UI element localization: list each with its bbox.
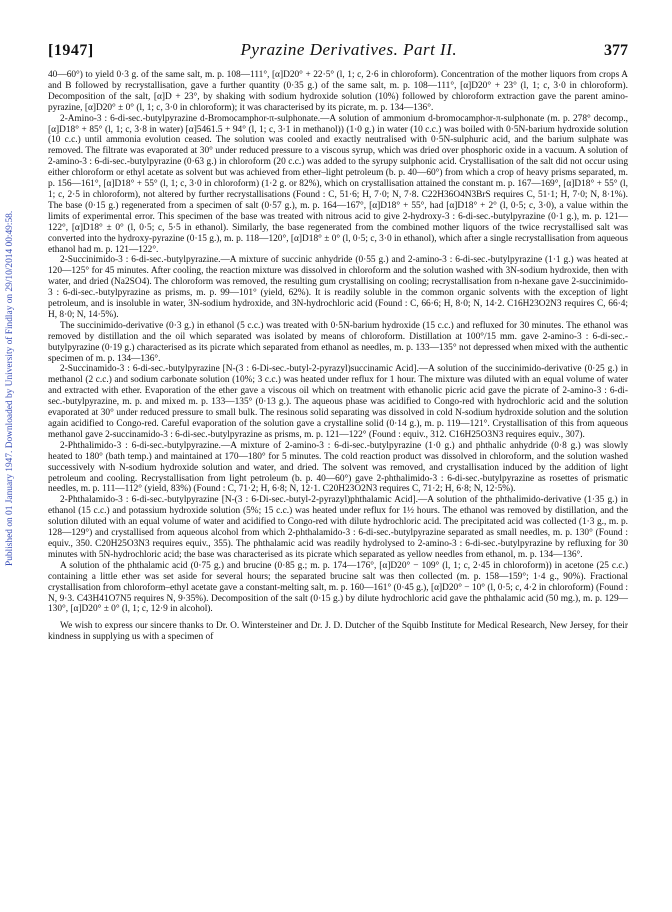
page-header (48, 40, 628, 62)
paragraph-phthalimido: 2-Phthalimido-3 : 6-di-sec.-butylpyrazine.—A mixture of 2-amino-3 : 6-di-sec.-butylpyrazine (1·0 g.) and phthalic anhydride (0·8 g.) was slowly heated to 180° (bath temp.) and maintained at 170—180° for 5 minutes. The cold reaction product was dissolved in chloroform, and the solution washed successively with N-sodium hydroxide solution and water, and dried. The solvent was removed, and crystallisation induced by the addition of light petroleum and cooling. Recrystallisation from light petroleum (b. p. 40—60°) gave 2-phthalimido-3 : 6-di-sec.-butylpyrazine as rosettes of prismatic needles, m. p. 111—112° (yield, 83%) (Found : C, 71·2; H, 6·8; N, 12·1. C20H23O2N3 requires C, 71·2; H, 6·8; N, 12·5%). (48, 440, 628, 495)
paragraph-succinimido: 2-Succinimido-3 : 6-di-sec.-butylpyrazine.—A mixture of succinic anhydride (0·55 g.) and 2-amino-3 : 6-di-sec.-butylpyrazine (1·1 g.) was heated at 120—125° for 45 minutes. After cooling, the reaction mixture was dissolved in chloroform and the solution washed with 3N-sodium hydroxide, then with water, and dried (Na2SO4). The chloroform was removed, the resulting gum crystallising on cooling; recrystallisation from n-hexane gave 2-succinimido-3 : 6-di-sec.-butylpyrazine as prisms, m. p. 99—101° (yield, 62%). It is readily soluble in the common organic solvents with the exception of light petroleum, and is insoluble in water, 3N-sodium hydroxide, and 3N-hydrochloric acid (Found : C, 66·6; H, 8·0; N, 14·2. C16H23O2N3 requires C, 66·4; H, 8·0; N, 14·5%). (48, 255, 628, 320)
page-number: 377 (604, 42, 628, 59)
paragraph-phthalamido: 2-Phthalamido-3 : 6-di-sec.-butylpyrazine [N-(3 : 6-Di-sec.-butyl-2-pyrazyl)phthalamic Acid].—A solution of the phthalimido-derivative (1·35 g.) in ethanol (15 c.c.) and potassium hydroxide solution (5%; 15 c.c.) was heated under reflux for 1½ hours. The ethanol was removed by distillation, and the solution diluted with an equal volume of water and acidified to Congo-red with dilute hydrochloric acid. The precipitated acid was collected (1·3 g., m. p. 128—129°) and crystallised from aqueous alcohol from which 2-phthalamido-3 : 6-di-sec.-butylpyrazine separated as small needles, m. p. 130° (Found : equiv., 350. C20H25O3N3 requires equiv., 355). The phthalamic acid was readily hydrolysed to 2-amino-3 : 6-di-sec.-butylpyrazine by refluxing for 30 minutes with 5N-hydrochloric acid; the base was characterised as its picrate which separated as yellow needles from ethanol, m. p. 134—136°. (48, 495, 628, 560)
paragraph-succinimido-hydrolysis: The succinimido-derivative (0·3 g.) in ethanol (5 c.c.) was treated with 0·5N-barium hydroxide (15 c.c.) and refluxed for 30 minutes. The ethanol was removed by distillation and the oil which separated was isolated by means of chloroform. Distillation at 100°/15 mm. gave 2-amino-3 : 6-di-sec.-butylpyrazine (0·19 g.) characterised as its picrate which separated from ethanol as needles, m. p. 133—135° not depressed when mixed with the authentic specimen of m. p. 134—136°. (48, 320, 628, 364)
paragraph-brucine-salt: A solution of the phthalamic acid (0·75 g.) and brucine (0·85 g.; m. p. 174—176°, [α]D20° − 109° (l, 1; c, 2·45 in chloroform)) in acetone (25 c.c.) containing a little ether was set aside for several hours; the separated brucine salt was then collected (m. p. 158—159°; 1·4 g., 90%). Fractional crystallisation from chloroform–ethyl acetate gave a constant-melting salt, m. p. 160—161° (0·45 g.), [α]D20° − 10° (l, 0·5; c, 4·2 in chloroform) (Found : N, 9·3. C43H41O7N5 requires N, 9·35%). Decomposition of the salt (0·15 g.) by dilute hydrochloric acid gave the phthalamic acid (50 mg.), m. p. 129—130°, [α]D20° ± 0° (l, 1; c, 12·9 in alcohol). (48, 560, 628, 615)
paragraph-succinamido: 2-Succinamido-3 : 6-di-sec.-butylpyrazine [N-(3 : 6-Di-sec.-butyl-2-pyrazyl)succinamic Acid].—A solution of the succinimido-derivative (0·25 g.) in methanol (2 c.c.) and sodium carbonate solution (10%; 3 c.c.) was heated under reflux for 1 hour. The mixture was diluted with an equal volume of water and extracted with ether. Evaporation of the ether gave a viscous oil which on treatment with ethanolic picric acid gave the picrate of 2-amino-3 : 6-di-sec.-butylpyrazine, m. p. and mixed m. p. 133—135° (0·13 g.). The aqueous phase was acidified to Congo-red with hydrochloric acid and the solution evaporated at 30° under reduced pressure to small bulk. The resinous solid separating was dissolved in cold N-sodium hydroxide solution and the solution again acidified to Congo-red. Careful evaporation of the solution gave a crystalline solid (0·14 g.), m. p. 119—121°. Crystallisation of this from aqueous methanol gave 2-succinamido-3 : 6-di-sec.-butylpyrazine as prisms, m. p. 121—122° (Found : equiv., 312. C16H25O3N3 requires equiv., 307). (48, 364, 628, 440)
paragraph-continued: 40—60°) to yield 0·3 g. of the same salt, m. p. 108—111°, [α]D20° + 22·5° (l, 1; c, 2·6 in chloroform). Concentration of the mother liquors from crops A and B followed by recrystallisation, gave a further quantity (0·35 g.) of the same salt, m. p. 108—111°, [α]D20° + 23° (l, 1; c, 3·0 in chloroform). Decomposition of the salt, [α]D + 23°, by shaking with sodium hydroxide solution (10%) followed by chloroform extraction gave the parent amino-pyrazine, [α]D20° ± 0° (l, 1; c, 3·0 in chloroform); it was characterised by its picrate, m. p. 134—136°. (48, 70, 628, 113)
article-body (48, 70, 628, 643)
paragraph-bromocamphor-sulphonate: 2-Amino-3 : 6-di-sec.-butylpyrazine d-Bromocamphor-π-sulphonate.—A solution of ammonium d-bromocamphor-π-sulphonate (m. p. 278° decomp., [α]D18° + 85° (l, 1; c, 3·8 in water) [α]5461.5 + 94° (l, 1; c, 3·1 in methanol)) (1·0 g.) in water (10 c.c.) was boiled with 0·5N-barium hydroxide solution (10 c.c.) until ammonia evolution ceased. The solution was cooled and exactly neutralised with 0·5N-sulphuric acid, and the barium sulphate was removed. The filtrate was evaporated at 30° under reduced pressure to a viscous syrup, which was dried over phosphoric oxide in a vacuum. A solution of 2-amino-3 : 6-di-sec.-butylpyrazine (0·63 g.) in chloroform (20 c.c.) was added to the syrupy sulphonic acid. Crystallisation of the salt did not occur using either chloroform or ethyl acetate as solvent but was achieved from ether–light petroleum (b. p. 40—60°) from which a crop of heavy prisms separated, m. p. 156—161°, [α]D18° + 55° (l, 1; c, 3·0 in chloroform) (1·2 g. or 82%), which on crystallisation attained the constant m. p. 167—169°, [α]D18° + 55° (l, 1; c, 2·5 in chloroform), not altered by further recrystallisations (Found : C, 51·6; H, 7·0; N, 7·8. C22H36O4N3BrS requires C, 51·1; H, 7·0; N, 8·1%). The base (0·15 g.) regenerated from a specimen of salt (0·57 g.), m. p. 164—167°, [α]D18° + 55°, had [α]D18° + 2° (l, 0·5; c, 3·0), a value within the limits of experimental error. This specimen of the base was treated with nitrous acid to give 2-hydroxy-3 : 6-di-sec.-butylpyrazine (0·1 g.), m. p. 121—122°, [α]D18° ± 0° (l, 0·5; c, 5·5 in ethanol). Similarly, the base regenerated from the combined mother liquors of the twice recrystallised salt was converted into the hydroxy-pyrazine (0·15 g.), m. p. 118—120°, [α]D18° ± 0° (l, 0·5; c, 3·0 in ethanol), which after a single recrystallisation from aqueous ethanol had m. p. 121—122°. (48, 113, 628, 255)
header-year: [1947] (48, 42, 94, 59)
acknowledgement: We wish to express our sincere thanks to Dr. O. Wintersteiner and Dr. J. D. Dutcher of the Squibb Institute for Medical Research, New Jersey, for their kindness in supplying us with a specimen of (48, 621, 628, 643)
download-notice-sidebar: Published on 01 January 1947. Downloaded by University of Findlay on 29/10/2014 00:49:58. (5, 210, 15, 566)
running-title: Pyrazine Derivatives. Part II. (240, 40, 458, 59)
